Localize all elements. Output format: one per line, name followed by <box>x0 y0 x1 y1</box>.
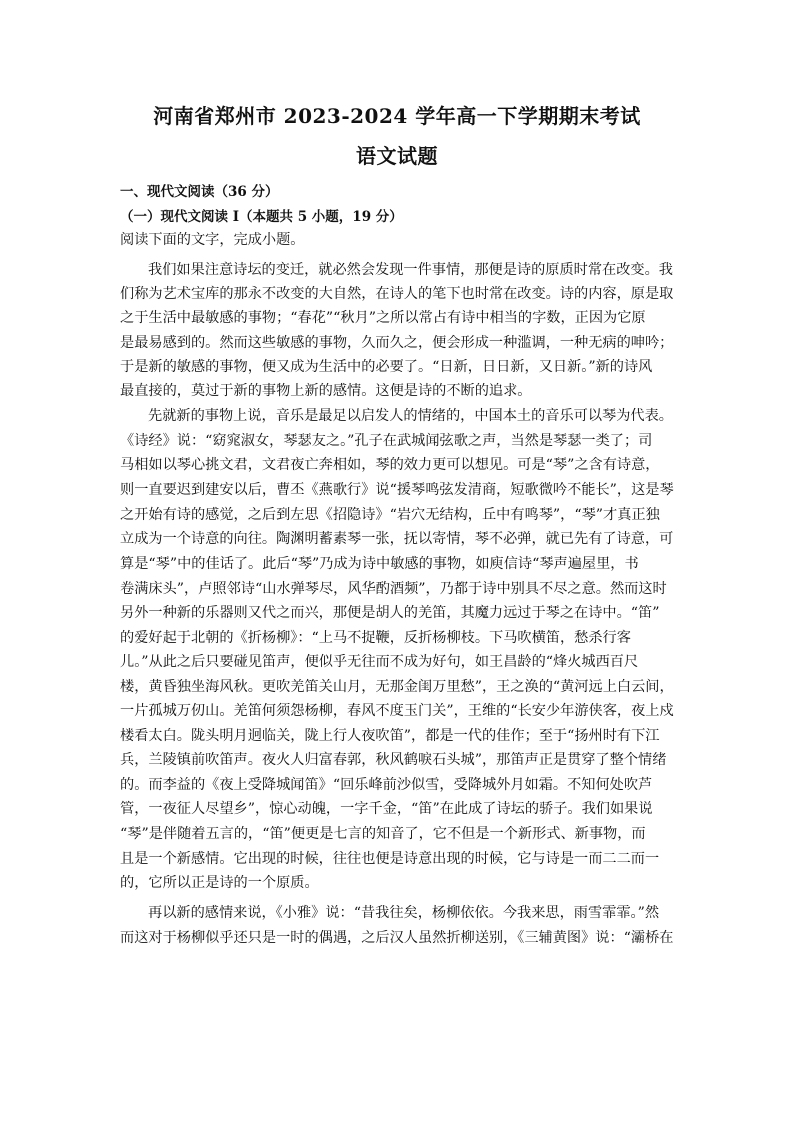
passage-line: 且是一个新感情。它出现的时候，往往也便是诗意出现的时候，它与诗是一而二二而一 <box>120 851 660 867</box>
passage-line: 卷满床头”，卢照邻诗“山水弹琴尽，风华酌酒频”，乃都于诗中别具不尽之意。然而这时 <box>120 581 667 597</box>
passage-line: 则一直要迟到建安以后，曹丕《燕歌行》说“援琴鸣弦发清商，短歌微吟不能长”，这是琴 <box>120 482 674 498</box>
passage-line: 的。而李益的《夜上受降城闻笛》“回乐峰前沙似雪，受降城外月如霜。不知何处吹芦 <box>120 777 653 793</box>
passage-line: 的，它所以正是诗的一个原质。 <box>120 875 319 891</box>
passage-line: 先就新的事物上说，音乐是最足以启发人的情绪的，中国本土的音乐可以琴为代表。 <box>148 408 673 424</box>
passage-line: 兵，兰陵镇前吹笛声。夜火人归富春郭，秋风鹤唳石头城”，那笛声正是贯穿了整个情绪 <box>120 752 667 768</box>
passage-line: 是最易感到的。然而这些敏感的事物，久而久之，便会形成一种滥调，一种无病的呻吟； <box>120 335 674 351</box>
passage-line: 马相如以琴心挑文君，文君夜亡奔相如，琴的效力更可以想见。可是“琴”之含有诗意， <box>120 457 660 473</box>
instruction-text: 阅读下面的文字，完成小题。 <box>120 232 305 248</box>
passage-line: 楼，黄昏独坐海风秋。更吹羌笛关山月，无那金闺万里愁”，王之涣的“黄河远上白云间， <box>120 679 674 695</box>
passage-line: 最直接的，莫过于新的事物上新的感情。这便是诗的不断的追求。 <box>120 383 532 399</box>
passage-line: 《诗经》说：“窈窕淑女，琴瑟友之。”孔子在武城闻弦歌之声，当然是琴瑟一类了；司 <box>120 433 653 449</box>
passage-line: 管，一夜征人尽望乡”，惊心动魄，一字千金，“笛”在此成了诗坛的骄子。我们如果说 <box>120 801 653 817</box>
passage-line: 的爱好起于北朝的《折杨柳》：“上马不捉鞭，反折杨柳枝。下马吹横笛，愁杀行客 <box>120 630 631 646</box>
passage-line: 儿。”从此之后只要碰见笛声，便似乎无往而不成为好句，如王昌龄的“烽火城西百尺 <box>120 654 639 670</box>
passage-line: 之开始有诗的感觉，之后到左思《招隐诗》“岩穴无结构，丘中有鸣琴”，“琴”才真正独 <box>120 507 660 523</box>
passage-line: 们称为艺术宝库的那永不改变的大自然，在诗人的笔下也时常在改变。诗的内容，原是取 <box>120 286 674 302</box>
passage-line: 算是“琴”中的佳话了。此后“琴”乃成为诗中敏感的事物，如庾信诗“琴声遍屋里，书 <box>120 556 639 572</box>
passage-line: “琴”是伴随着五言的，“笛”便更是七言的知音了，它不但是一个新形式、新事物，而 <box>120 826 646 842</box>
passage-line: 我们如果注意诗坛的变迁，就必然会发现一件事情，那便是诗的原质时常在改变。我 <box>148 262 673 278</box>
passage-line: 一片孤城万仞山。羌笛何须怨杨柳，春风不度玉门关”，王维的“长安少年游侠客，夜上戍 <box>120 703 674 719</box>
passage-line: 再以新的感情来说，《小雅》说：“昔我往矣，杨柳依依。今我来思，雨雪霏霏。”然 <box>148 905 660 921</box>
passage-line: 之于生活中最敏感的事物；“春花”“秋月”之所以常占有诗中相当的字数，正因为它原 <box>120 310 646 326</box>
section-heading: 一、现代文阅读（36 分） <box>120 184 279 200</box>
passage-line: 于是新的敏感的事物，便又成为生活中的必要了。“日新，日日新，又日新。”新的诗风 <box>120 359 653 375</box>
passage-line: 另外一种新的乐器则又代之而兴，那便是胡人的羌笛，其魔力远过于琴之在诗中。“笛” <box>120 605 660 621</box>
subsection-heading: （一）现代文阅读 I（本题共 5 小题，19 分） <box>120 209 403 225</box>
passage-line: 而这对于杨柳似乎还只是一时的偶遇，之后汉人虽然折柳送别，《三辅黄图》说：“灞桥在 <box>120 930 674 946</box>
passage-line: 楼看太白。陇头明月迥临关，陇上行人夜吹笛”，都是一代的佳作；至于“扬州时有下江 <box>120 728 660 744</box>
exam-title: 河南省郑州市 2023-2024 学年高一下学期期末考试 <box>153 104 641 128</box>
exam-subtitle: 语文试题 <box>356 144 438 168</box>
passage-line: 立成为一个诗意的向往。陶渊明蓄素琴一张，抚以寄情，琴不必弹，就已先有了诗意，可 <box>120 531 674 547</box>
